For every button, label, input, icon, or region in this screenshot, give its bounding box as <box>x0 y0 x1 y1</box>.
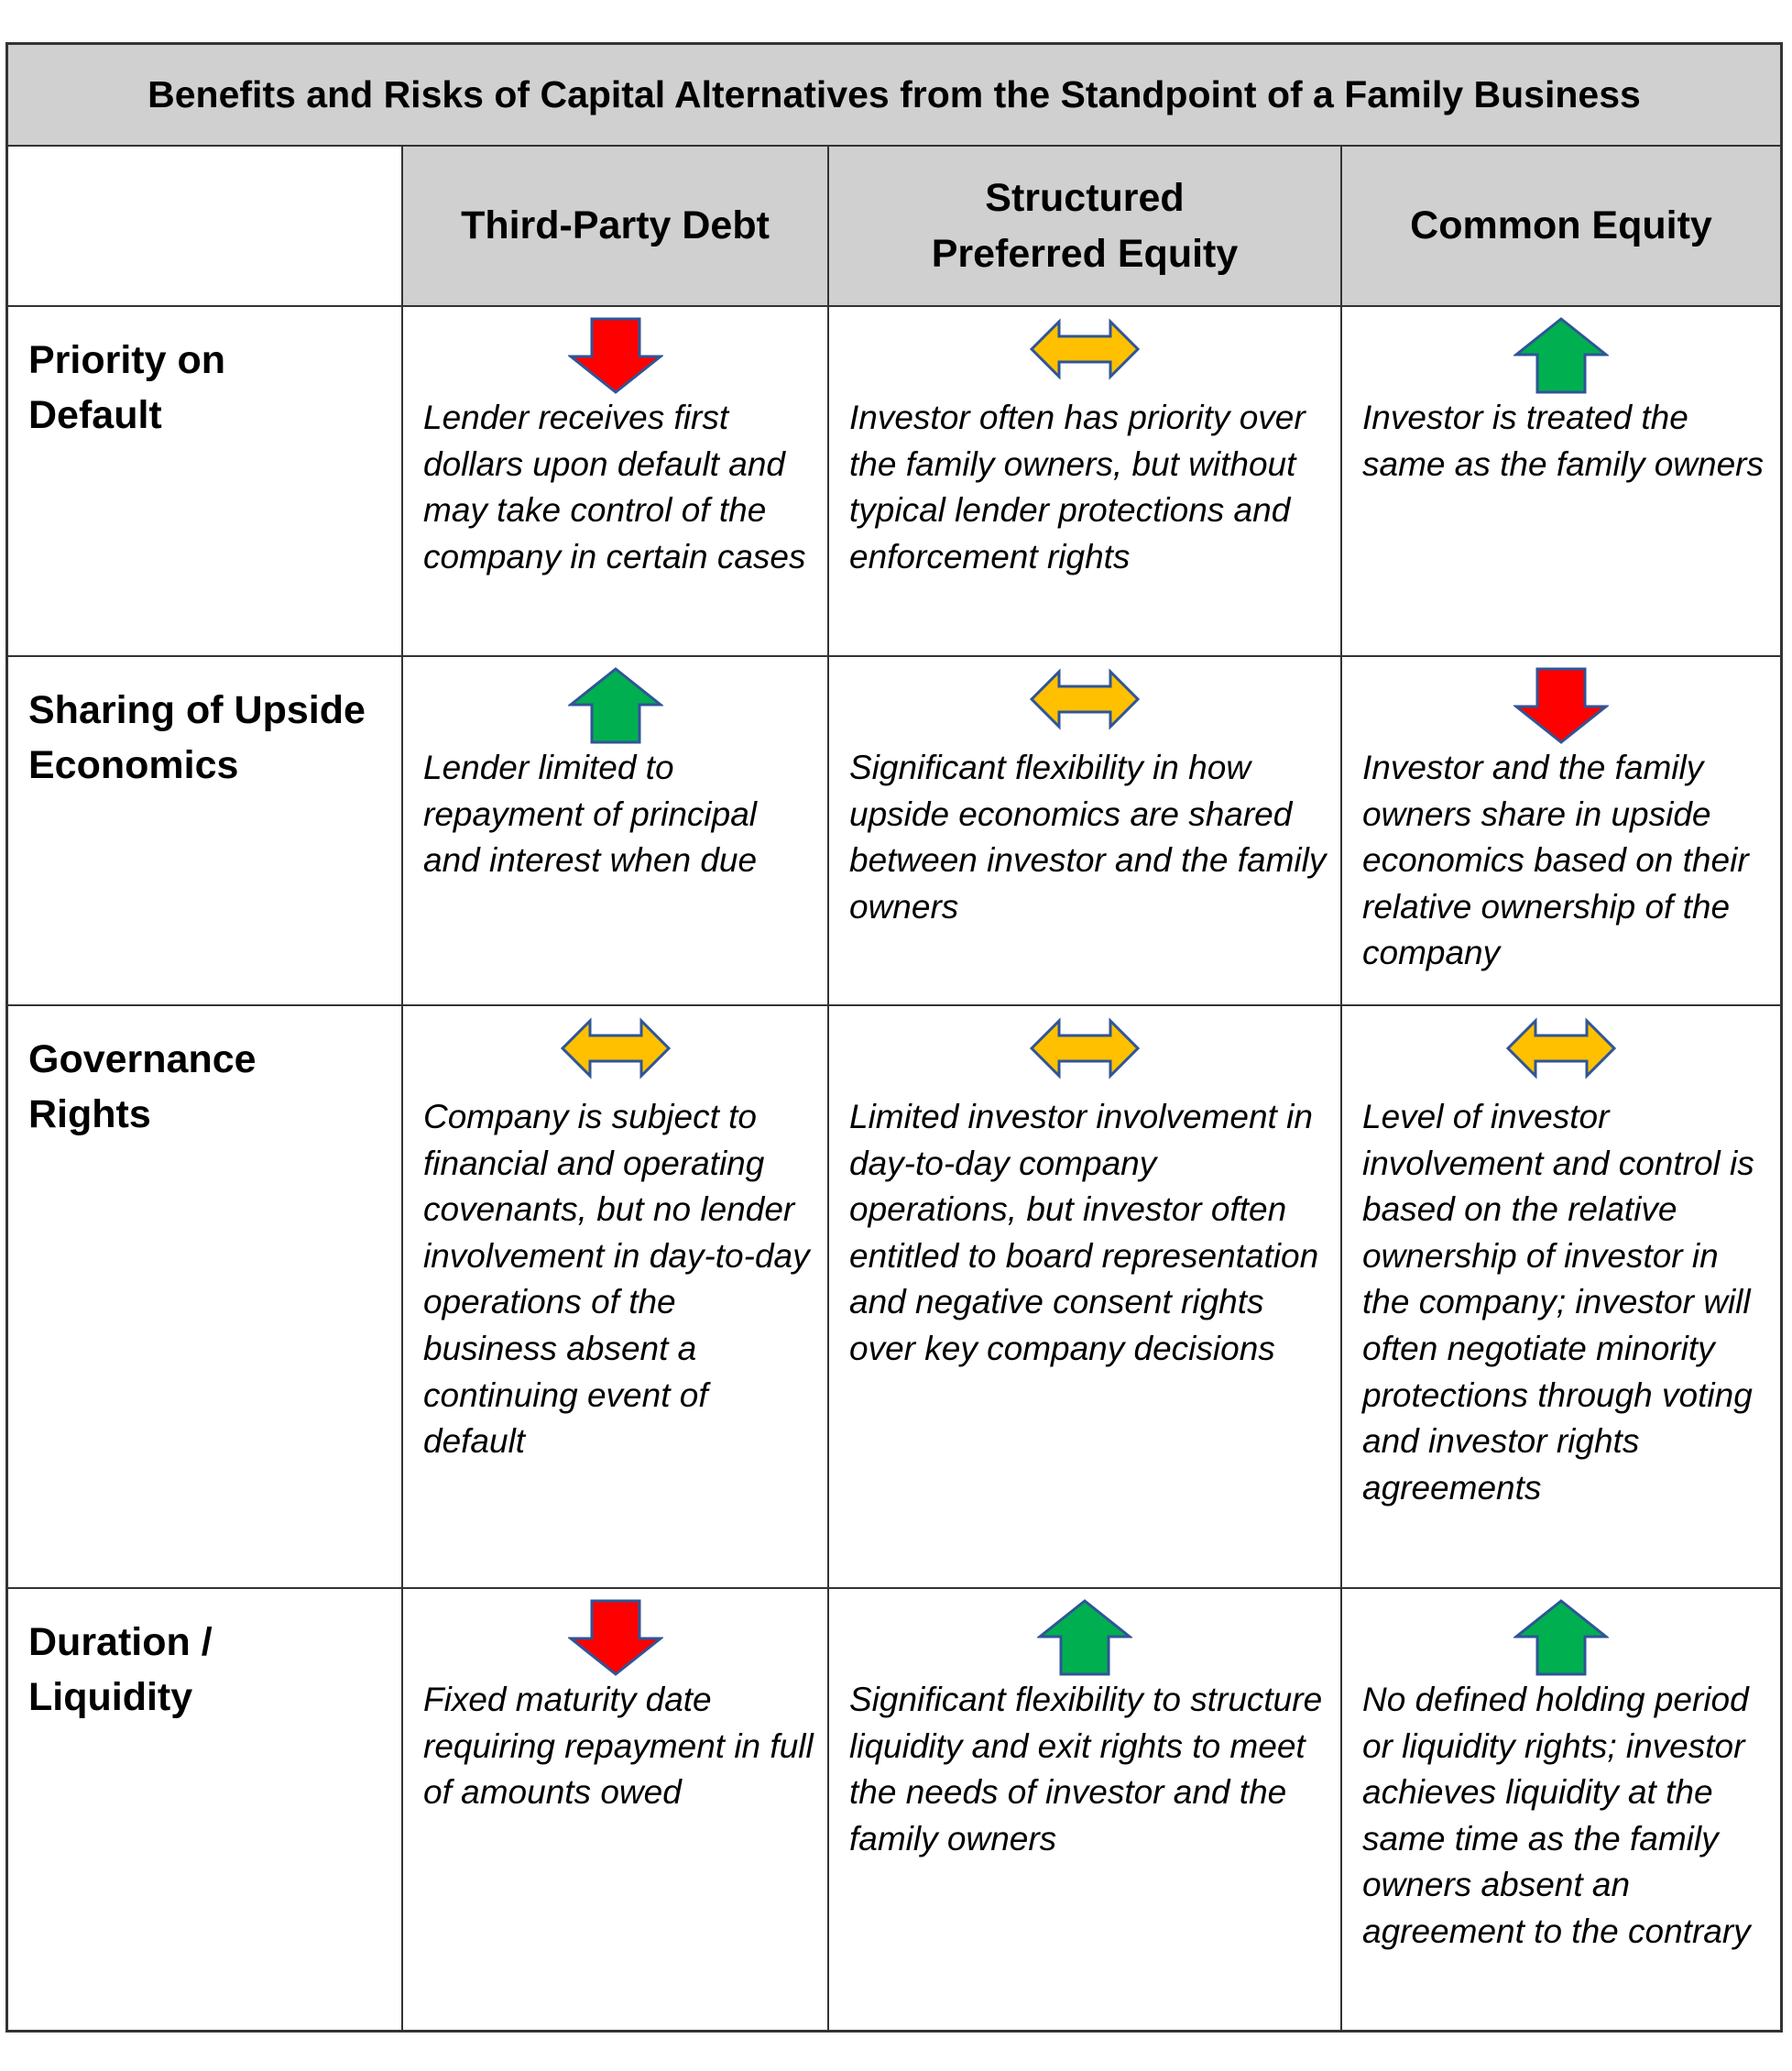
down-arrow-icon <box>403 316 827 404</box>
cell-description: Limited investor involvement in day-to-day company operations, but investor often entitled to board representation and negative consent rights over key company decisions <box>849 1098 1319 1367</box>
comparison-table <box>5 42 1783 2033</box>
row-label: Duration / Liquidity <box>8 1589 403 2030</box>
left-right-arrow-icon <box>829 1015 1340 1103</box>
header-structured-preferred-equity: Structured Preferred Equity <box>829 147 1342 305</box>
row-label: Priority on Default <box>8 307 403 655</box>
up-arrow-icon <box>1342 316 1780 404</box>
row-label: Sharing of Upside Economics <box>8 657 403 1004</box>
cell-description: Investor and the family owners share in upside economics based on their relative ownership of the company <box>1362 749 1749 972</box>
cell-description: Investor often has priority over the family owners, but without typical lender protections and enforcement rights <box>849 399 1306 575</box>
table-cell <box>403 1589 829 2030</box>
table-cell <box>829 1589 1342 2030</box>
table-cell <box>1342 1006 1780 1587</box>
table-cell <box>1342 657 1780 1004</box>
table-cell <box>1342 307 1780 655</box>
header-row <box>8 147 1780 307</box>
cell-description: Level of investor involvement and control is based on the relative ownership of investor in the company; investor will often negotiate minority protections through voting and investor rights agreements <box>1362 1098 1754 1507</box>
row-label: Governance Rights <box>8 1006 403 1587</box>
cell-description: Lender receives first dollars upon default and may take control of the company in certain cases <box>423 399 806 575</box>
up-arrow-icon <box>403 666 827 754</box>
table-title: Benefits and Risks of Capital Alternatives from the Standpoint of a Family Business <box>8 45 1780 147</box>
up-arrow-icon <box>1342 1598 1780 1686</box>
table-row <box>8 307 1780 657</box>
cell-description: Investor is treated the same as the family owners <box>1362 399 1765 483</box>
table-row <box>8 1006 1780 1589</box>
table-cell <box>403 657 829 1004</box>
table-row <box>8 1589 1780 2030</box>
down-arrow-icon <box>403 1598 827 1686</box>
table-cell <box>403 307 829 655</box>
table-cell <box>829 1006 1342 1587</box>
header-common-equity: Common Equity <box>1342 147 1780 305</box>
cell-description: Significant flexibility in how upside economics are shared between investor and the family owners <box>849 749 1327 926</box>
cell-description: No defined holding period or liquidity rights; investor achieves liquidity at the same time as the family owners absent an agreement to the contrary <box>1362 1681 1751 1950</box>
header-blank-cell <box>8 147 403 305</box>
cell-description: Fixed maturity date requiring repayment in full of amounts owed <box>423 1681 814 1812</box>
table-cell <box>829 307 1342 655</box>
left-right-arrow-icon <box>829 316 1340 404</box>
table-cell <box>1342 1589 1780 2030</box>
cell-description: Significant flexibility to structure liquidity and exit rights to meet the needs of investor and the family owners <box>849 1681 1323 1857</box>
table-cell <box>403 1006 829 1587</box>
left-right-arrow-icon <box>1342 1015 1780 1103</box>
table-cell <box>829 657 1342 1004</box>
cell-description: Lender limited to repayment of principal and interest when due <box>423 749 758 880</box>
left-right-arrow-icon <box>403 1015 827 1103</box>
table-row <box>8 657 1780 1006</box>
cell-description: Company is subject to financial and operating covenants, but no lender involvement in day-to-day operations of the business absent a continuing event of default <box>423 1098 810 1461</box>
up-arrow-icon <box>829 1598 1340 1686</box>
down-arrow-icon <box>1342 666 1780 754</box>
left-right-arrow-icon <box>829 666 1340 754</box>
header-third-party-debt: Third-Party Debt <box>403 147 829 305</box>
